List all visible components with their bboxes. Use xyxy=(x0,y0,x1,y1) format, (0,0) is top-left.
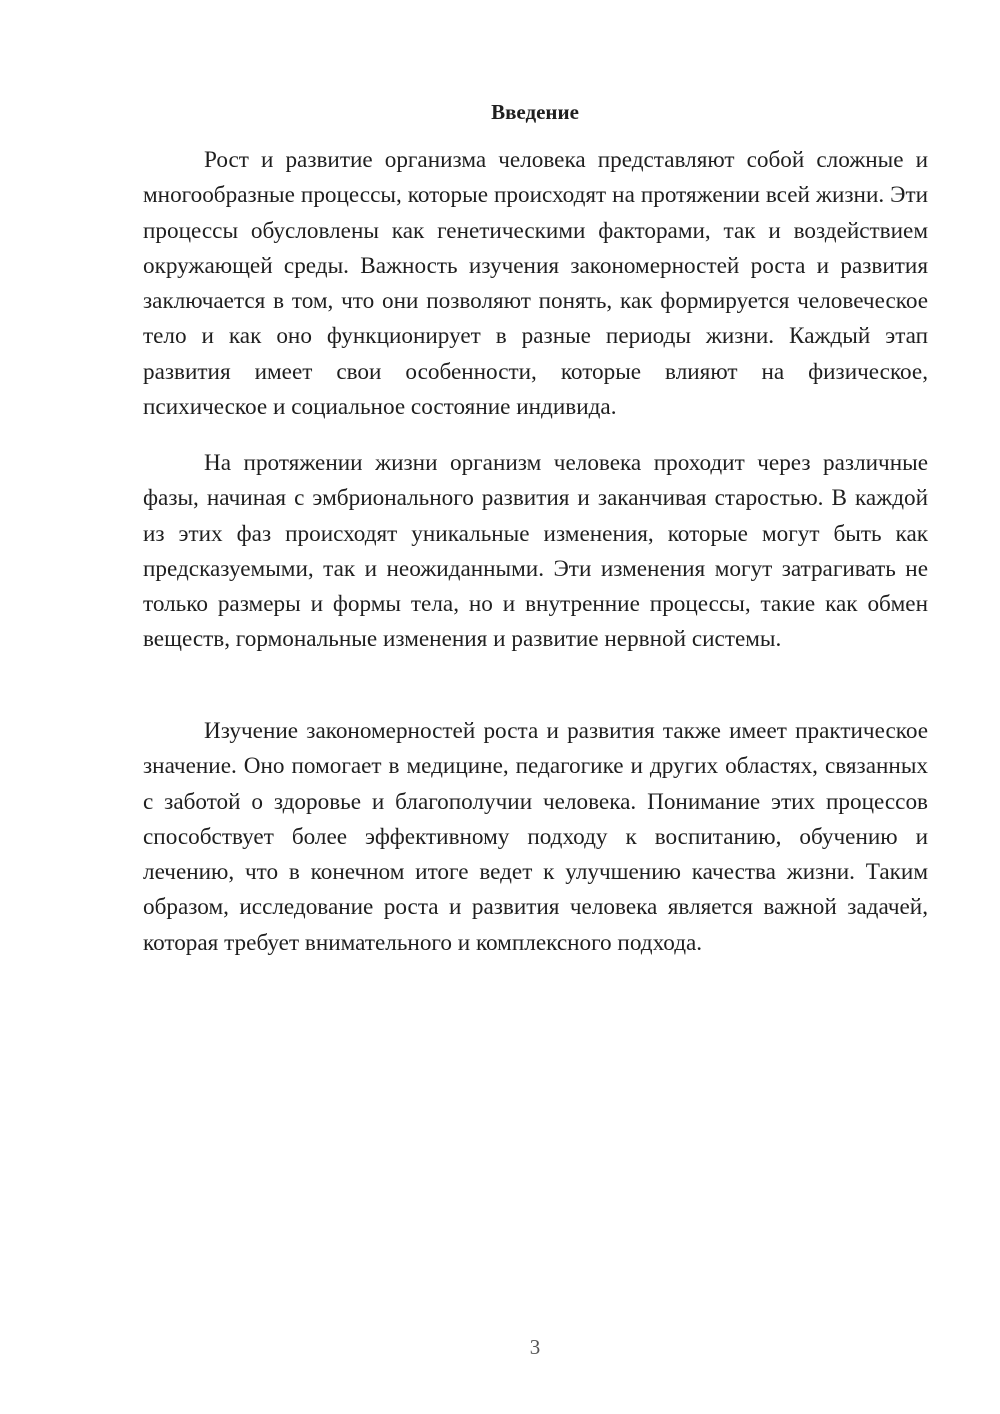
page-number: 3 xyxy=(529,1335,541,1359)
paragraph-2: На протяжении жизни организм человека проходит через различные фазы, начиная с эмбрионального развития и заканчивая старостью. В каждой из этих фаз происходят уникальные изменения, которые могут быть как предсказуемыми, так и неожиданными. Эти изменения могут затрагивать не только размеры и формы тела, но и внутренние процессы, такие как обмен веществ, гормональные изменения и развитие нервной системы. xyxy=(143,450,928,653)
page-title: Введение xyxy=(491,100,579,124)
paragraph-1: Рост и развитие организма человека представляют собой сложные и многообразные процессы, которые происходят на протяжении всей жизни. Эти процессы обусловлены как генетическими факторами, так и воздействием окружающей среды. Важность изучения закономерностей роста и развития заключается в том, что они позволяют понять, как формируется человеческое тело и как оно функционирует в разные периоды жизни. Каждый этап развития имеет свои особенности, которые влияют на физическое, психическое и социальное состояние индивида. xyxy=(143,147,928,421)
paragraph-3: Изучение закономерностей роста и развития также имеет практическое значение. Оно помогает в медицине, педагогике и других областях, связанных с заботой о здоровье и благополучии человека. Понимание этих процессов способствует более эффективному подходу к воспитанию, обучению и лечению, что в конечном итоге ведет к улучшению качества жизни. Таким образом, исследование роста и развития человека является важной задачей, которая требует внимательного и комплексного подхода. xyxy=(143,718,928,956)
